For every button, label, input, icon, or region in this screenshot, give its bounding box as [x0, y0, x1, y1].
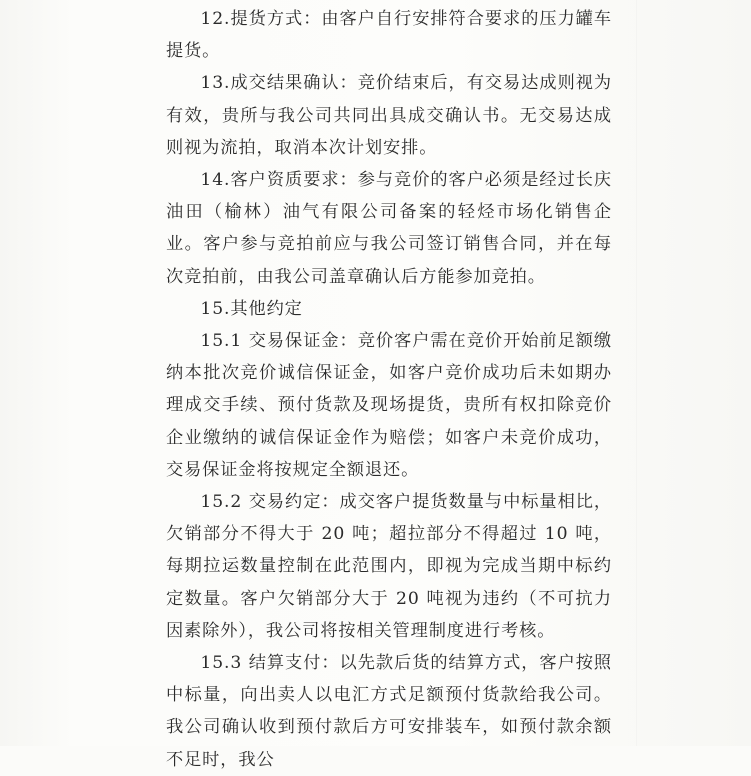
clause-13-result-confirmation: 13.成交结果确认：竞价结束后，有交易达成则视为有效，贵所与我公司共同出具成交确认书。无交易达成则视为流拍，取消本次计划安排。 — [166, 73, 612, 158]
clause-15-heading: 15.其他约定 — [200, 298, 303, 319]
clause-12-pickup-method: 12.提货方式：由客户自行安排符合要求的压力罐车提货。 — [166, 9, 612, 62]
scan-shadow — [636, 0, 637, 746]
clause-15-3-settlement: 15.3 结算支付：以先款后货的结算方式，客户按照中标量，向出卖人以电汇方式足额预付货款给我公司。我公司确认收到预付款后方可安排装车，如预付款余额不足时，我公 — [166, 653, 612, 770]
document-body — [166, 3, 612, 776]
clause-14-client-qualification: 14.客户资质要求：参与竞价的客户必须是经过长庆油田（榆林）油气有限公司备案的轻烃市场化销售企业。客户参与竞拍前应与我公司签订销售合同，并在每次竞拍前，由我公司盖章确认后方能参加竞拍。 — [166, 170, 612, 287]
clause-15-1-deposit: 15.1 交易保证金：竞价客户需在竞价开始前足额缴纳本批次竞价诚信保证金，如客户竞价成功后未如期办理成交手续、预付货款及现场提货，贵所有权扣除竞价企业缴纳的诚信保证金作为赔偿；如客户未竞价成功，交易保证金将按规定全额退还。 — [166, 331, 612, 480]
clause-15-2-trade-agreement: 15.2 交易约定：成交客户提货数量与中标量相比，欠销部分不得大于 20 吨；超拉部分不得超过 10 吨，每期拉运数量控制在此范围内，即视为完成当期中标约定数量。客户欠销部分大于 20 吨视为违约（不可抗力因素除外），我公司将按相关管理制度进行考核。 — [166, 492, 612, 641]
